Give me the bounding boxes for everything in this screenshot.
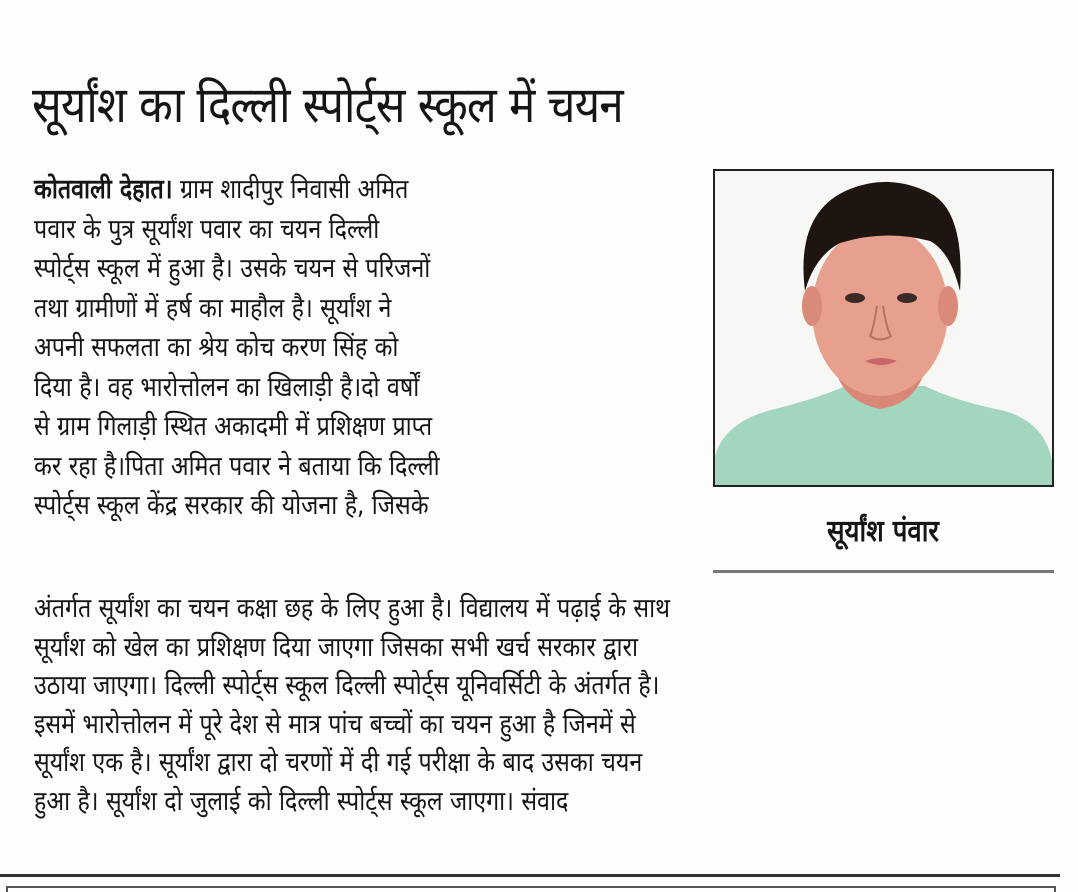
dateline: कोतवाली देहात।	[34, 174, 173, 205]
body-line: तथा ग्रामीणों में हर्ष का माहौल है। सूर्यांश ने	[34, 292, 392, 324]
article-body-full-width	[34, 590, 1064, 821]
article-photo	[713, 169, 1054, 487]
article-end-divider	[0, 874, 1060, 877]
portrait-illustration	[715, 171, 1052, 485]
body-line: इसमें भारोत्तोलन में पूरे देश से मात्र पांच बच्चों का चयन हुआ है जिनमें से	[34, 708, 636, 740]
body-line: सूर्यांश को खेल का प्रशिक्षण दिया जाएगा जिसका सभी खर्च सरकार द्वारा	[34, 631, 639, 663]
body-line	[34, 170, 593, 210]
body-line: से ग्राम गिलाड़ी स्थित अकादमी में प्रशिक्षण प्राप्त	[34, 411, 433, 442]
body-line-text: ग्राम शादीपुर निवासी अमित	[172, 174, 409, 205]
body-line: सूर्यांश एक है। सूर्यांश द्वारा दो चरणों में दी गई परीक्षा के बाद उसका चयन	[34, 747, 643, 778]
caption-divider	[713, 570, 1054, 573]
article-headline: सूर्यांश का दिल्ली स्पोर्ट्स स्कूल में चयन	[32, 76, 623, 134]
body-line: पवार के पुत्र सूर्यांश पवार का चयन दिल्ली	[34, 213, 380, 245]
body-line: हुआ है। सूर्यांश दो जुलाई को दिल्ली स्पोर्ट्स स्कूल जाएगा। संवाद	[34, 785, 569, 817]
body-line: उठाया जाएगा। दिल्ली स्पोर्ट्स स्कूल दिल्ली स्पोर्ट्स यूनिवर्सिटी के अंतर्गत है।	[34, 670, 660, 701]
body-line: अंतर्गत सूर्यांश का चयन कक्षा छह के लिए हुआ है। विद्यालय में पढ़ाई के साथ	[34, 593, 670, 624]
next-article-border	[6, 886, 1056, 892]
photo-caption-text: सूर्यांश पंवार	[827, 514, 940, 549]
face-shape	[812, 226, 948, 396]
article-body-column	[34, 170, 684, 526]
photo-caption	[713, 512, 1054, 552]
body-line: स्पोर्ट्स स्कूल में हुआ है। उसके चयन से परिजनों	[34, 253, 431, 284]
body-line: कर रहा है।पिता अमित पवार ने बताया कि दिल्ली	[34, 450, 440, 482]
body-line: दिया है। वह भारोत्तोलन का खिलाड़ी है।दो वर्षों	[34, 371, 420, 403]
body-line: स्पोर्ट्स स्कूल केंद्र सरकार की योजना है, जिसके	[34, 490, 429, 521]
body-line: अपनी सफलता का श्रेय कोच करण सिंह को	[34, 332, 399, 363]
